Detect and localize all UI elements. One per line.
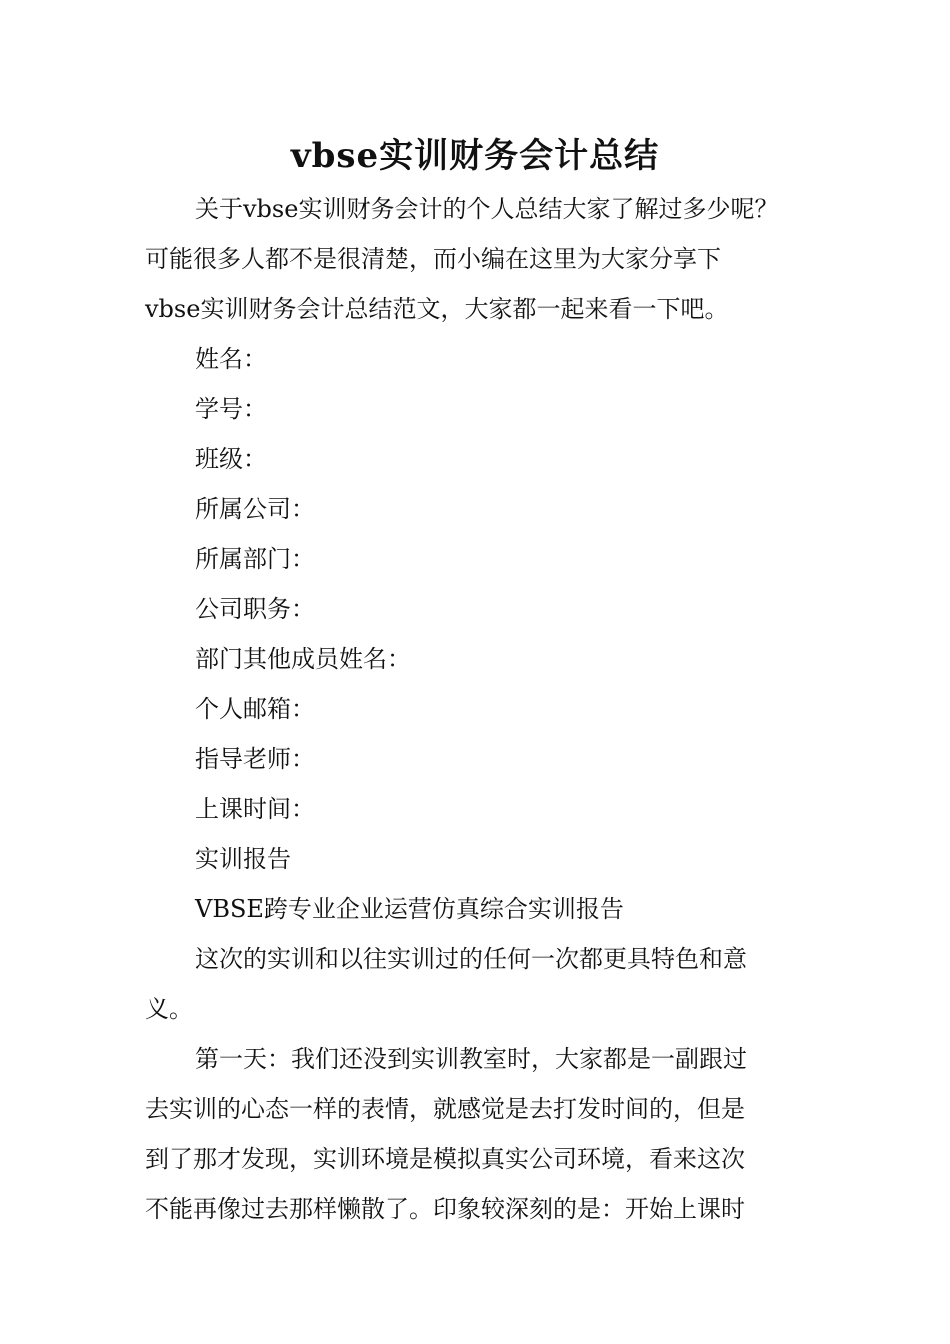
- field-position: 公司职务：: [195, 595, 315, 623]
- paragraph-line: 义。: [145, 995, 193, 1023]
- paragraph-2: [145, 1034, 805, 1234]
- field-class: 班级：: [195, 445, 267, 473]
- field-name: 姓名：: [195, 345, 267, 373]
- intro-line: 可能很多人都不是很清楚，而小编在这里为大家分享下: [145, 245, 721, 273]
- paragraph-line: 去实训的心态一样的表情，就感觉是去打发时间的，但是: [145, 1095, 745, 1123]
- intro-line: 关于vbse实训财务会计的个人总结大家了解过多少呢？: [195, 195, 779, 223]
- field-company: 所属公司：: [195, 495, 315, 523]
- field-instructor: 指导老师：: [195, 745, 315, 773]
- report-subtitle: VBSE跨专业企业运营仿真综合实训报告: [195, 895, 624, 923]
- field-student-id: 学号：: [195, 395, 267, 423]
- intro-paragraph: [145, 184, 805, 334]
- field-class-time: 上课时间：: [195, 795, 315, 823]
- paragraph-line: 这次的实训和以往实训过的任何一次都更具特色和意: [195, 945, 747, 973]
- paragraph-line: 不能再像过去那样懒散了。印象较深刻的是：开始上课时: [145, 1195, 745, 1223]
- paragraph-line: 到了那才发现，实训环境是模拟真实公司环境，看来这次: [145, 1145, 745, 1173]
- report-heading: 实训报告: [195, 845, 291, 873]
- field-email: 个人邮箱：: [195, 695, 315, 723]
- paragraph-line: 第一天：我们还没到实训教室时，大家都是一副跟过: [195, 1045, 747, 1073]
- field-other-members: 部门其他成员姓名：: [195, 645, 411, 673]
- intro-line: vbse实训财务会计总结范文，大家都一起来看一下吧。: [145, 295, 729, 323]
- paragraph-1: [145, 934, 805, 1034]
- field-department: 所属部门：: [195, 545, 315, 573]
- document-title: vbse实训财务会计总结: [290, 136, 660, 176]
